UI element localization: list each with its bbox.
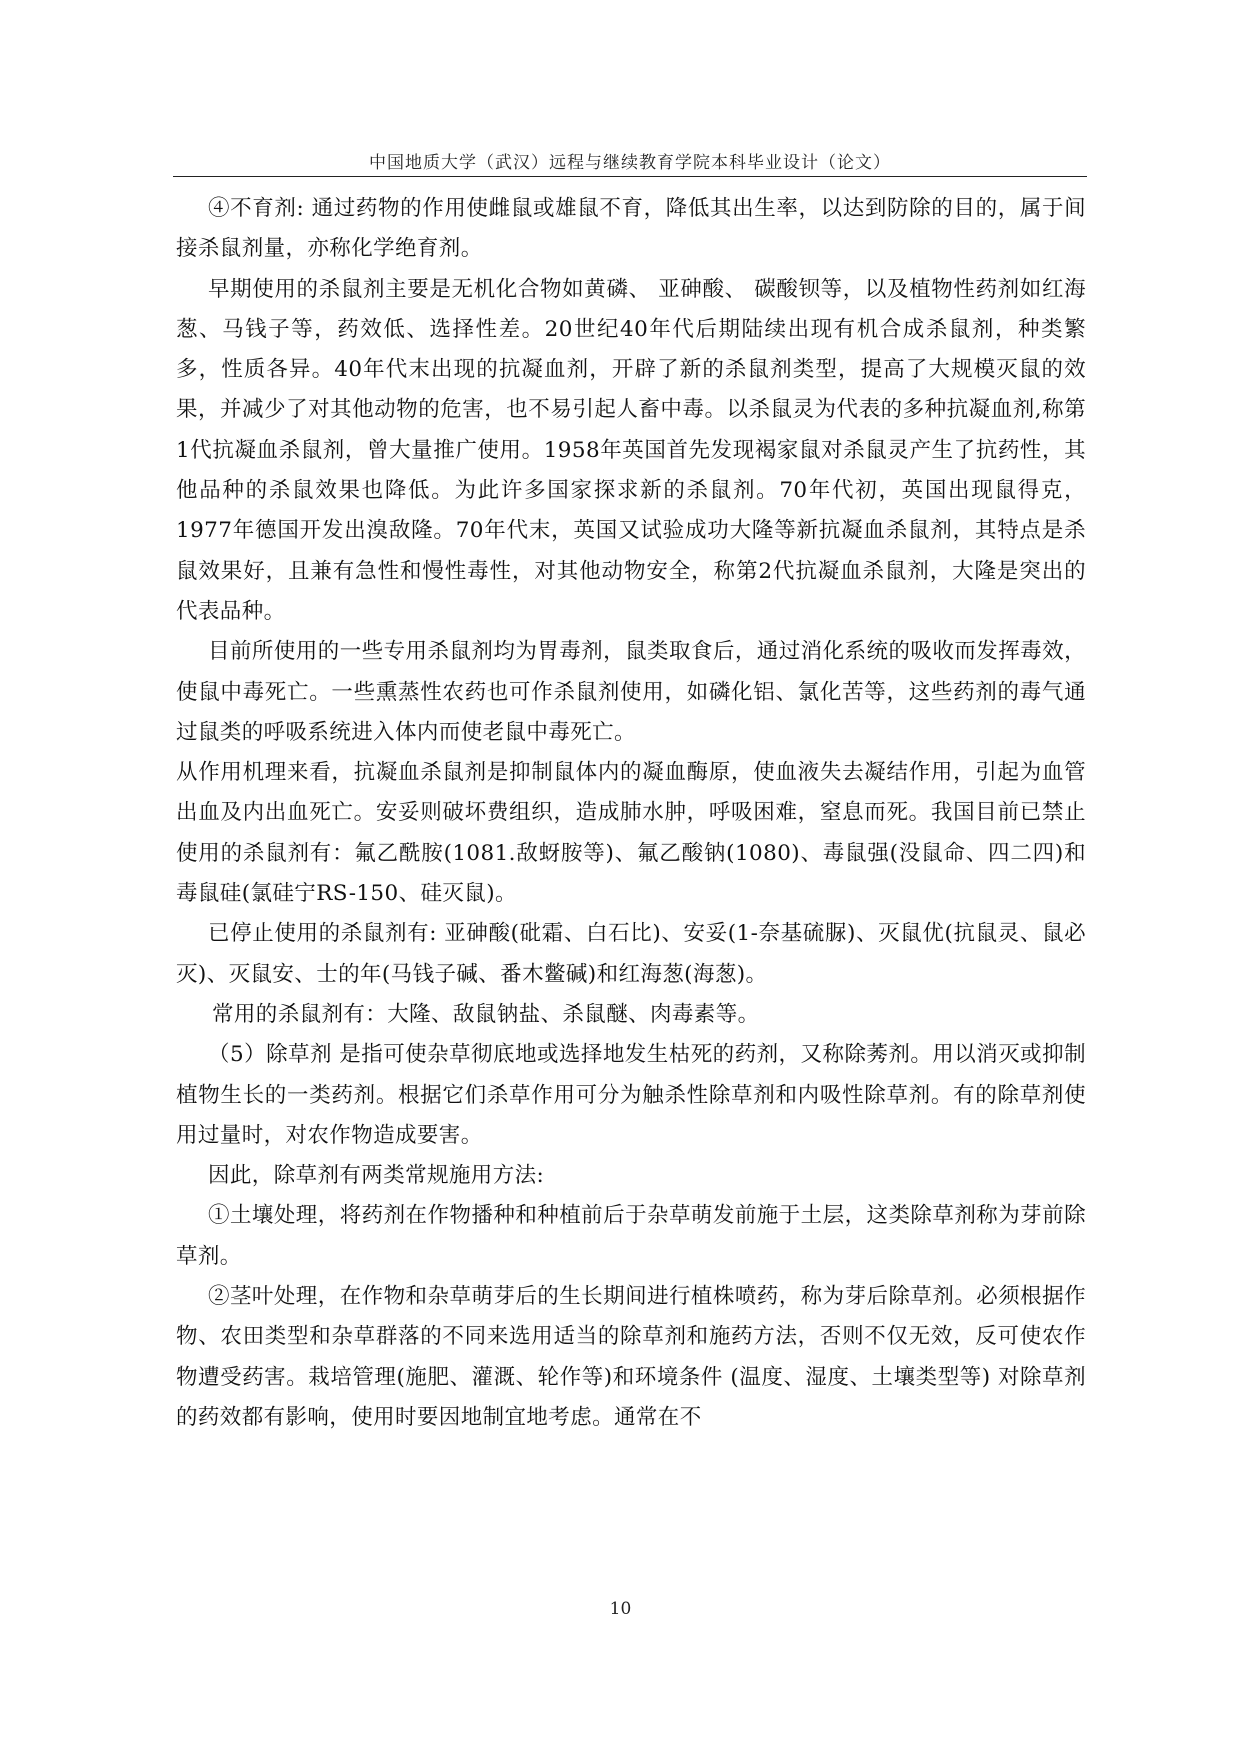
paragraph-application-methods: 因此，除草剂有两类常规施用方法: bbox=[208, 1163, 545, 1189]
paragraph-rodenticide-history: 早期使用的杀鼠剂主要是无机化合物如黄磷、 亚砷酸、 碳酸钡等，以及植物性药剂如红海葱、马钱子等，药效低、选择性差。20世纪40年代后期陆续出现有机合成杀鼠剂，种类繁多，性质各异。40年代末出现的抗凝血剂，开辟了新的杀鼠剂类型，提高了大规模灭鼠的效果，并减少了对其他动物的危害，也不易引起人畜中毒。以杀鼠灵为代表的多种抗凝血剂,称第1代抗凝血杀鼠剂，曾大量推广使用。1958年英国首先发现褐家鼠对杀鼠灵产生了抗药性，其他品种的杀鼠效果也降低。为此许多国家探求新的杀鼠剂。70年代初，英国出现鼠得克，1977年德国开发出溴敌隆。70年代末，英国又试验成功大隆等新抗凝血杀鼠剂，其特点是杀鼠效果好，且兼有急性和慢性毒性，对其他动物安全，称第2代抗凝血杀鼠剂，大隆是突出的代表品种。 bbox=[176, 276, 1086, 624]
page-header: 中国地质大学（武汉）远程与继续教育学院本科毕业设计（论文） bbox=[369, 153, 891, 173]
paragraph-discontinued: 已停止使用的杀鼠剂有: 亚砷酸(砒霜、白石比)、安妥(1-奈基硫脲)、灭鼠优(抗鼠灵、鼠必灭)、灭鼠安、士的年(马钱子碱、番木鳖碱)和红海葱(海葱)。 bbox=[176, 921, 1086, 987]
paragraph-soil-treatment: ①土壤处理，将药剂在作物播种和种植前后于杂草萌发前施于土层，这类除草剂称为芽前除草剂。 bbox=[176, 1203, 1086, 1269]
paragraph-foliar-treatment: ②茎叶处理，在作物和杂草萌芽后的生长期间进行植株喷药，称为芽后除草剂。必须根据作物、农田类型和杂草群落的不同来选用适当的除草剂和施药方法，否则不仅无效，反可使农作物遭受药害。栽培管理(施肥、灌溉、轮作等)和环境条件 (温度、湿度、土壤类型等) 对除草剂的药效都有影响，使用时要因地制宜地考虑。通常在不 bbox=[176, 1284, 1086, 1430]
page-number: 10 bbox=[609, 1599, 632, 1619]
paragraph-common-rodenticides: 常用的杀鼠剂有：大隆、敌鼠钠盐、杀鼠醚、肉毒素等。 bbox=[212, 1001, 760, 1027]
body-text bbox=[176, 189, 1086, 1438]
paragraph-mechanism: 从作用机理来看，抗凝血杀鼠剂是抑制鼠体内的凝血酶原，使血液失去凝结作用，引起为血管出血及内出血死亡。安妥则破坏费组织，造成肺水肿，呼吸困难，窒息而死。我国目前已禁止使用的杀鼠剂有：氟乙酰胺(1081.敌蚜胺等)、氟乙酸钠(1080)、毒鼠强(没鼠命、四二四)和毒鼠硅(氯硅宁RS-150、硅灭鼠)。 bbox=[176, 760, 1086, 907]
paragraph-herbicide: （5）除草剂 是指可使杂草彻底地或选择地发生枯死的药剂，又称除莠剂。用以消灭或抑制植物生长的一类药剂。根据它们杀草作用可分为触杀性除草剂和内吸性除草剂。有的除草剂使用过量时，对农作物造成要害。 bbox=[176, 1042, 1086, 1148]
paragraph-stomach-poison: 目前所使用的一些专用杀鼠剂均为胃毒剂，鼠类取食后，通过消化系统的吸收而发挥毒效，使鼠中毒死亡。一些熏蒸性农药也可作杀鼠剂使用，如磷化铝、氯化苦等，这些药剂的毒气通过鼠类的呼吸系统进入体内而使老鼠中毒死亡。 bbox=[176, 639, 1086, 745]
header-rule bbox=[173, 176, 1087, 177]
paragraph-sterilant: ④不育剂: 通过药物的作用使雌鼠或雄鼠不育，降低其出生率，以达到防除的目的，属于间接杀鼠剂量，亦称化学绝育剂。 bbox=[176, 196, 1086, 262]
